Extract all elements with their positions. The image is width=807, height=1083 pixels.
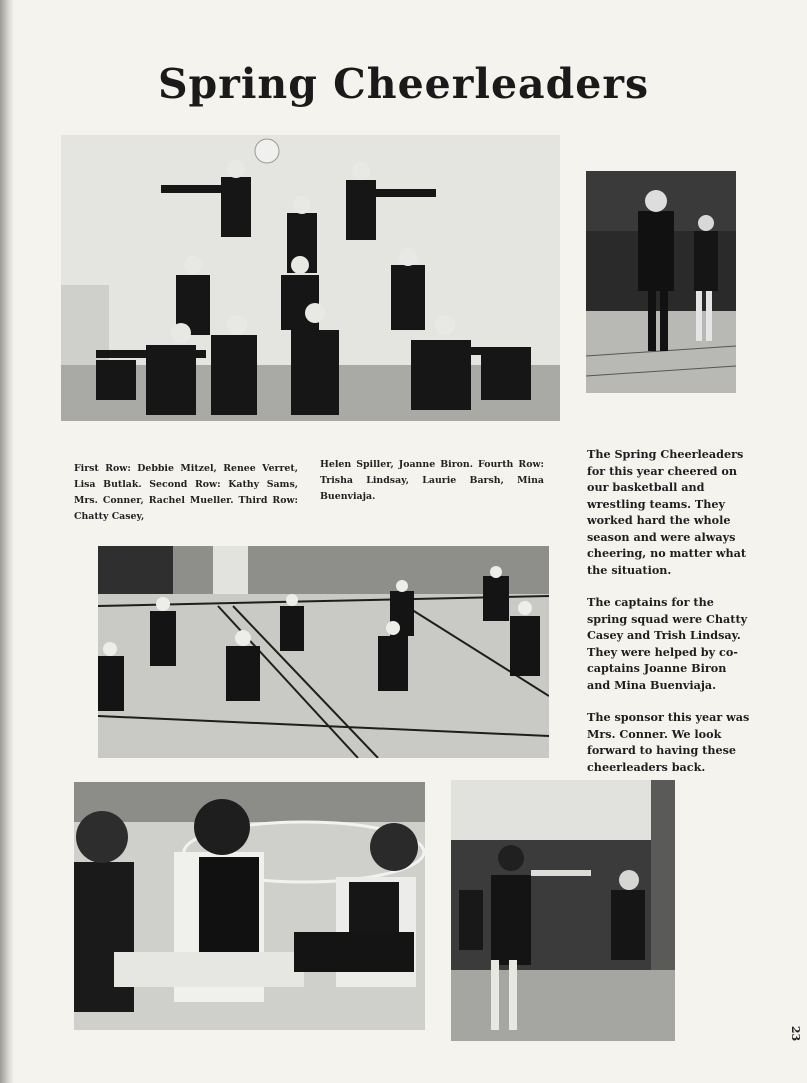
page-title: Spring Cheerleaders	[157, 60, 650, 108]
pyramid-photo	[61, 135, 560, 421]
arms-out-photo	[451, 780, 675, 1041]
page-number: 23	[788, 1025, 802, 1042]
group-caption-col2: Helen Spiller, Joanne Biron. Fourth Row: Trisha Lindsay, Laurie Barsh, Mina Buenviaja.	[320, 459, 544, 502]
story-paragraph-1: The Spring Cheerleaders for this year cheered on our basketball and wrestling teams. They worked hard the whole season and were always cheering, no matter what the situation.	[587, 447, 747, 577]
story-paragraph-3: The sponsor this year was Mrs. Conner. We look forward to having these cheerleaders back.	[587, 710, 750, 774]
page-gutter-shadow	[0, 0, 14, 1083]
story-paragraph-2: The captains for the spring squad were Chatty Casey and Trish Lindsay. They were helped by co-captains Joanne Biron and Mina Buenviaja.	[587, 595, 748, 692]
sitting-cheerleaders-photo	[74, 782, 425, 1030]
group-caption-col1: First Row: Debbie Mitzel, Renee Verret, Lisa Butlak. Second Row: Kathy Sams, Mrs. Conner, Rachel Mueller. Third Row: Chatty Casey,	[74, 463, 298, 522]
gym-floor-photo	[98, 546, 549, 758]
coach-photo	[586, 171, 736, 393]
story-text	[587, 446, 751, 791]
